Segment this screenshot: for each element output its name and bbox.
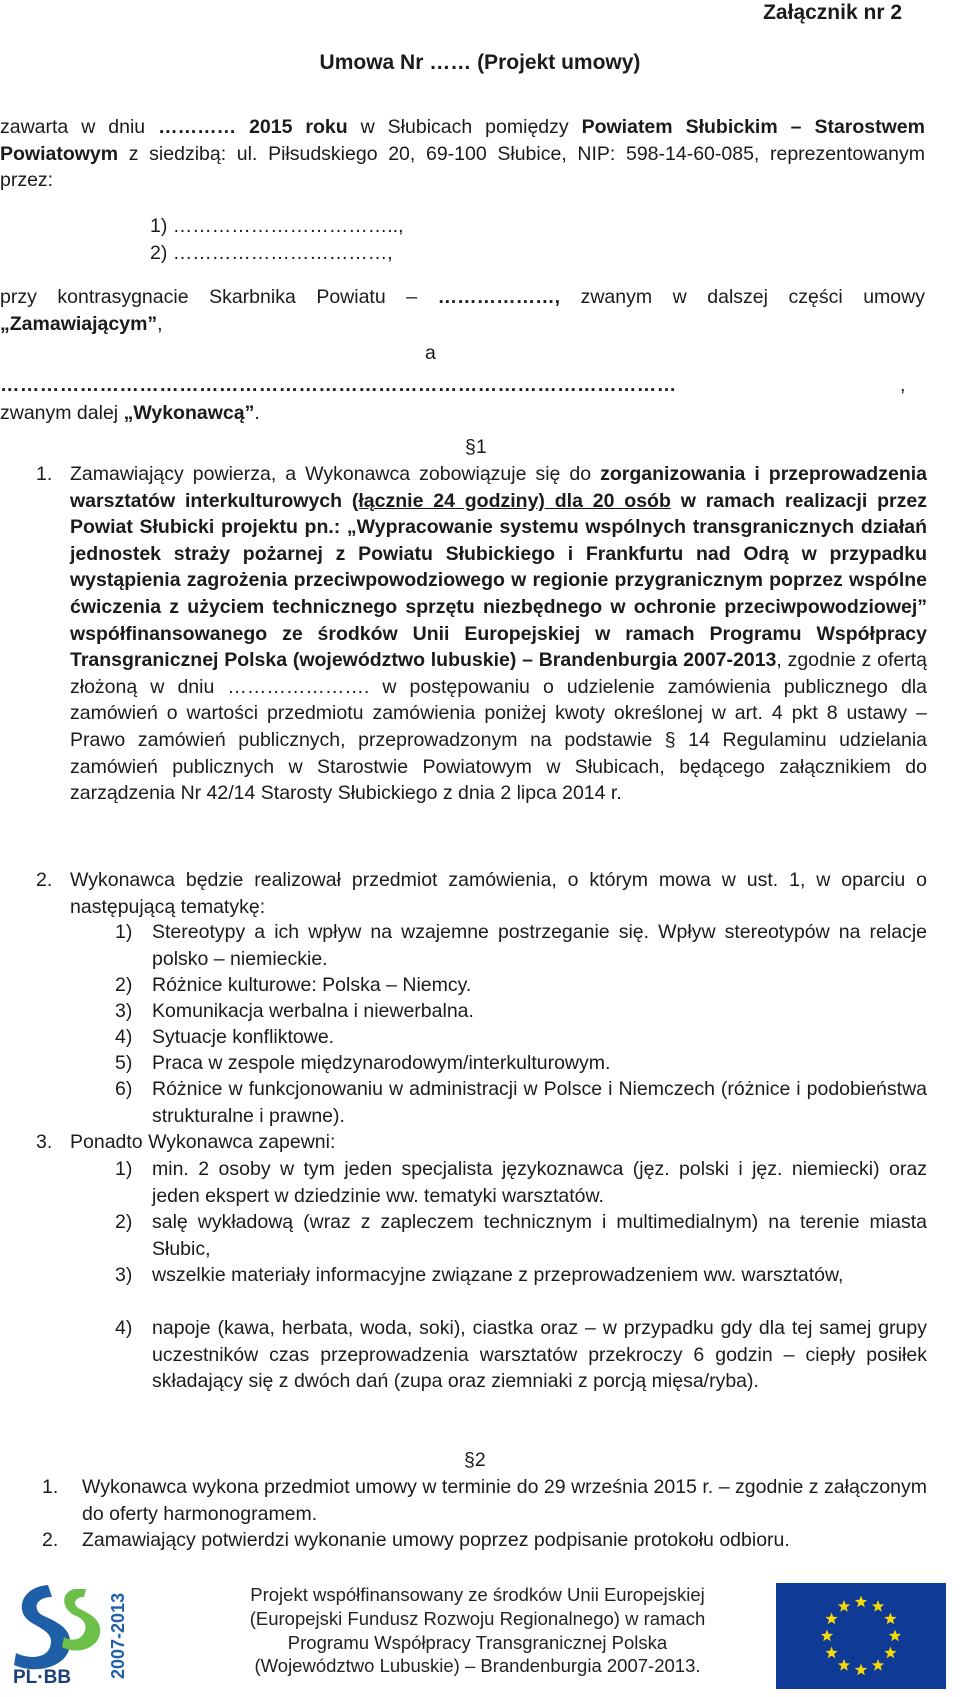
eu-star	[825, 1647, 837, 1659]
s2-point-2-text: Zamawiający potwierdzi wykonanie umowy poprzez podpisanie protokołu odbioru.	[82, 1529, 790, 1551]
s1-point-1	[36, 461, 927, 807]
countersignature-paragraph	[0, 284, 925, 337]
footer-line: (Europejski Fundusz Rozwoju Regionalnego) w ramach	[249, 1607, 706, 1629]
eu-star	[821, 1630, 833, 1642]
provision-num: 2)	[115, 1211, 133, 1233]
eu-star	[838, 1659, 850, 1671]
s1-point-1-num: 1.	[36, 463, 53, 485]
and-word: a	[425, 342, 436, 364]
topic-text: Różnice w funkcjonowaniu w administracji w Polsce i Niemczech (różnice i podobieństwa strukturalne i prawne).	[152, 1078, 927, 1127]
provision-item	[115, 1315, 927, 1395]
topic-num: 5)	[115, 1052, 133, 1074]
annex-label: Załącznik nr 2	[763, 1, 902, 24]
provision-num: 4)	[115, 1317, 133, 1339]
countersignature-text-1: przy kontrasygnacie Skarbnika Powiatu –	[0, 286, 438, 308]
topic-num: 3)	[115, 1000, 133, 1022]
s1-point-2-num: 2.	[36, 869, 53, 891]
eu-star	[872, 1600, 884, 1612]
representative-1: 1) ……………………………..,	[150, 215, 404, 237]
s1-point-3-num: 3.	[36, 1131, 53, 1153]
eu-star	[825, 1613, 837, 1625]
footer-line: Projekt współfinansowany ze środków Unii Europejskiej	[250, 1584, 705, 1605]
s2-point-1	[42, 1474, 927, 1527]
topic-item	[115, 1050, 927, 1077]
provision-item	[115, 1262, 927, 1289]
s1-p1-t2: , zgodnie z ofertą złożoną w dniu …………………. w postępowaniu o udzielenie zamówienia publicznego dla zamówień o wartości przedmiotu zamówienia poniżej kwoty określonej w art. 4 pkt 8 ustawy – Prawo zamówień publicznych, przeprowadzonym na podstawie § 14 Regulaminu udzielania zamówień publicznych w Starostwie Powiatowym w Słubicach, będącego załącznikiem do zarządzenia Nr 42/14 Starosty Słubickiego z dnia 2 lipca 2014 r.	[70, 649, 928, 805]
contractor-text-2: .	[254, 402, 260, 424]
s1-p1-bu1: (łącznie 24 godziny) dla 20 osób	[351, 489, 671, 512]
section-heading-1: §1	[465, 436, 487, 458]
countersignature-text-2: zwanym w dalszej części umowy	[560, 286, 925, 308]
eu-star	[884, 1647, 896, 1659]
provision-text: salę wykładową (wraz z zapleczem technicznym i multimedialnym) na terenie miasta Słubic,	[152, 1211, 927, 1260]
contractor-paragraph	[0, 400, 260, 427]
eu-star	[872, 1659, 884, 1671]
s2-point-1-text: Wykonawca wykona przedmiot umowy w terminie do 29 września 2015 r. – zgodnie z załączonym do oferty harmonogramem.	[82, 1476, 927, 1525]
s1-p1-t1: Zamawiający powierza, a Wykonawca zobowiązuje się do	[70, 463, 601, 485]
eu-star	[884, 1613, 896, 1625]
provision-text: napoje (kawa, herbata, woda, soki), ciastka oraz – w przypadku gdy dla tej samej grupy uczestników czas przeprowadzenia warsztatów przekroczy 6 godzin – ciepły posiłek składający się z dwóch dań (zupa oraz ziemniaki z porcją mięsa/ryba).	[152, 1317, 927, 1393]
topic-text: Praca w zespole międzynarodowym/interkulturowym.	[152, 1052, 611, 1074]
eu-star	[855, 1664, 867, 1676]
topic-text: Różnice kulturowe: Polska – Niemcy.	[152, 974, 472, 996]
s2-point-2	[42, 1527, 927, 1554]
topic-item	[115, 1024, 927, 1051]
representatives-list	[150, 213, 404, 266]
intro-paragraph	[0, 114, 925, 194]
s2-point-1-num: 1.	[42, 1476, 59, 1498]
representative-2: 2) ……………………………,	[150, 241, 393, 264]
eu-stars	[776, 1583, 946, 1689]
logo-years: 2007-2013	[108, 1592, 128, 1679]
plbb-program-logo	[10, 1579, 128, 1689]
countersignature-dots: ………………,	[437, 286, 561, 308]
topic-text: Komunikacja werbalna i niewerbalna.	[152, 1000, 474, 1022]
s1-point-3-text: Ponadto Wykonawca zapewni:	[70, 1131, 336, 1153]
topic-num: 1)	[115, 921, 133, 943]
provision-num: 3)	[115, 1264, 133, 1286]
topic-num: 4)	[115, 1026, 133, 1048]
provision-text: wszelkie materiały informacyjne związane z przeprowadzeniem ww. warsztatów,	[152, 1264, 844, 1286]
topic-text: Sytuacje konfliktowe.	[152, 1026, 335, 1048]
intro-text-2: w Słubicach pomiędzy	[347, 116, 582, 138]
countersignature-text-3: ,	[157, 312, 163, 335]
s1-point-3	[36, 1129, 927, 1156]
contractor-dots-comma: ,	[900, 374, 906, 396]
s2-point-2-num: 2.	[42, 1529, 59, 1551]
s1-point-1-text	[70, 461, 927, 807]
eu-star	[838, 1600, 850, 1612]
intro-text-3: z siedzibą: ul. Piłsudskiego 20, 69-100 Słubice, NIP: 598-14-60-085, reprezentowanym przez:	[0, 142, 925, 192]
s1-point-2-text: Wykonawca będzie realizował przedmiot zamówienia, o którym mowa w ust. 1, w oparciu o następującą tematykę:	[70, 869, 927, 918]
footer	[0, 1575, 960, 1694]
footer-line: Programu Współpracy Transgranicznej Polska	[287, 1631, 668, 1653]
contract-title: Umowa Nr …… (Projekt umowy)	[319, 51, 641, 74]
logo-text: PL·BB	[13, 1667, 72, 1688]
topic-item	[115, 919, 927, 972]
eu-star	[889, 1630, 901, 1642]
topic-num: 6)	[115, 1078, 133, 1100]
provision-item	[115, 1156, 927, 1209]
topic-text: Stereotypy a ich wpływ na wzajemne postrzeganie się. Wpływ stereotypów na relacje polsko – niemieckie.	[152, 921, 927, 970]
s1-p1-b1: zorganizowania i przeprowadzenia warsztatów interkulturowych	[70, 463, 927, 512]
contractor-text-1: zwanym dalej	[0, 402, 124, 424]
contractor-dots: …………………………………………………………………………………………	[0, 374, 677, 396]
plbb-logo-graphic	[10, 1579, 128, 1689]
eu-star	[855, 1596, 867, 1608]
provision-num: 1)	[115, 1158, 133, 1180]
section-heading-2: §2	[464, 1449, 486, 1471]
provision-item	[115, 1209, 927, 1262]
s1-p1-b2: w ramach realizacji przez Powiat Słubicki projektu pn.: „Wypracowanie systemu wspólnych transgranicznych działań jednostek straży pożarnej z Powiatu Słubickiego i Frankfurtu nad Odrą w przypadku wystąpienia zagrożenia przeciwpowodziowego w regionie przygranicznym poprzez wspólne ćwiczenia z użyciem technicznego sprzętu niezbędnego w ochronie przeciwpowodziowej” współfinansowanego ze środków Unii Europejskiej w ramach Programu Współpracy Transgranicznej Polska (województwo lubuskie) – Brandenburgia 2007-2013	[70, 489, 927, 672]
intro-date-dots: ………… 2015 roku	[158, 116, 348, 138]
intro-text-1: zawarta w dniu	[0, 116, 159, 138]
contractor-name: „Wykonawcą”	[123, 402, 255, 424]
topic-item	[115, 972, 927, 999]
s1-point-2	[36, 867, 927, 920]
topic-num: 2)	[115, 974, 133, 996]
topic-item	[115, 1076, 927, 1129]
eu-flag	[776, 1583, 946, 1689]
footer-cofinancing-text	[195, 1583, 760, 1678]
topic-item	[115, 998, 927, 1025]
party-name: Powiatem Słubickim – Starostwem Powiatowym	[0, 116, 925, 165]
footer-line: (Województwo Lubuskie) – Brandenburgia 2007-2013.	[254, 1655, 701, 1677]
ordering-party-name: „Zamawiającym”	[0, 312, 158, 335]
provision-text: min. 2 osoby w tym jeden specjalista językoznawca (jęz. polski i jęz. niemiecki) oraz jeden ekspert w dziedzinie ww. tematyki warsztatów.	[152, 1158, 927, 1207]
